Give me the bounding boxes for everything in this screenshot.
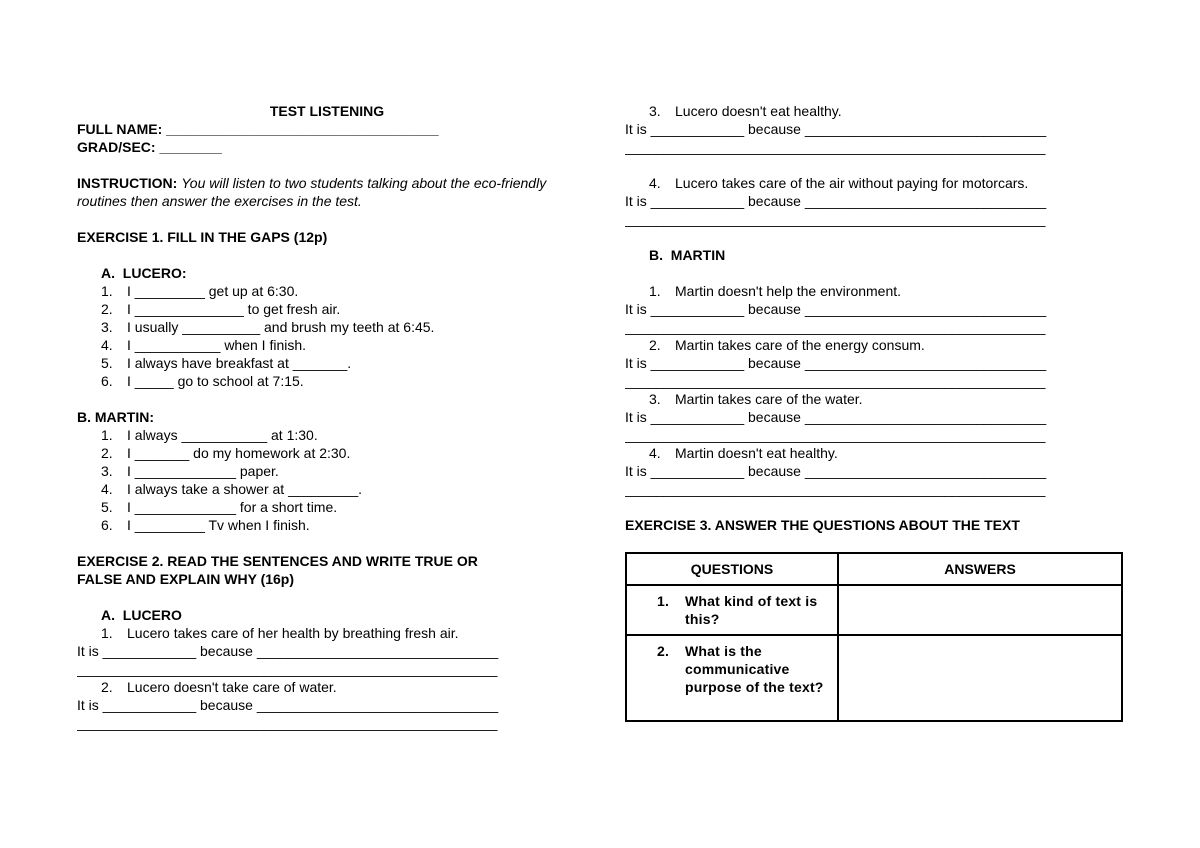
ex2-b-item: 2. Martin takes care of the energy consum. xyxy=(649,337,925,353)
ex2-a-item: 3. Lucero doesn't eat healthy. xyxy=(649,103,842,119)
ex2-it-is-line: It is ____________ because _______________________________ xyxy=(77,697,499,713)
ex1-b-item: 6. I _________ Tv when I finish. xyxy=(101,517,310,533)
instruction-text: You will listen to two students talking about the eco-friendly routines then answer the exercises in the test. xyxy=(77,175,547,209)
ex1-a-item: 4. I ___________ when I finish. xyxy=(101,337,307,353)
grad-sec-field: GRAD/SEC: ________ xyxy=(77,139,222,155)
ex2-answer-rule: ______________________________________________________ xyxy=(77,661,498,677)
question-text: What kind of text is this? xyxy=(685,593,818,627)
ex2-it-is-line: It is ____________ because _______________________________ xyxy=(625,409,1047,425)
ex1-b-item: 5. I _____________ for a short time. xyxy=(101,499,338,515)
exercise-1-title: EXERCISE 1. FILL IN THE GAPS (12p) xyxy=(77,229,328,245)
ex2-answer-rule: ______________________________________________________ xyxy=(625,373,1046,389)
ex1-a-item: 5. I always have breakfast at _______. xyxy=(101,355,352,371)
ex1-a-item: 6. I _____ go to school at 7:15. xyxy=(101,373,304,389)
ex2-a-item: 2. Lucero doesn't take care of water. xyxy=(101,679,337,695)
left-column xyxy=(77,102,577,732)
ex2-it-is-line: It is ____________ because _______________________________ xyxy=(625,121,1047,137)
ex1-b-item: 2. I _______ do my homework at 2:30. xyxy=(101,445,351,461)
ex1-b-item: 3. I _____________ paper. xyxy=(101,463,279,479)
ex2-answer-rule: ______________________________________________________ xyxy=(625,319,1046,335)
ex2-answer-rule: ______________________________________________________ xyxy=(625,427,1046,443)
ex2-answer-rule: ______________________________________________________ xyxy=(625,211,1046,227)
question-text: What is the communicative purpose of the text? xyxy=(685,643,824,695)
ex1-a-item: 1. I _________ get up at 6:30. xyxy=(101,283,299,299)
ex2-answer-rule: ______________________________________________________ xyxy=(625,481,1046,497)
ex2-it-is-line: It is ____________ because _______________________________ xyxy=(625,301,1047,317)
exercise-2-section-a-title: A. LUCERO xyxy=(101,607,182,623)
answer-cell[interactable] xyxy=(838,635,1122,721)
ex2-b-item: 4. Martin doesn't eat healthy. xyxy=(649,445,838,461)
ex2-a-item: 4. Lucero takes care of the air without paying for motorcars. xyxy=(649,175,1029,191)
page-title: TEST LISTENING xyxy=(269,103,385,119)
table-row xyxy=(626,635,1122,721)
ex1-b-item: 4. I always take a shower at _________. xyxy=(101,481,363,497)
ex2-it-is-line: It is ____________ because _______________________________ xyxy=(77,643,499,659)
question-cell: 2. What is the communicative purpose of the text? xyxy=(626,635,838,721)
ex2-it-is-line: It is ____________ because _______________________________ xyxy=(625,193,1047,209)
ex2-it-is-line: It is ____________ because _______________________________ xyxy=(625,463,1047,479)
ex1-b-item: 1. I always ___________ at 1:30. xyxy=(101,427,318,443)
right-column xyxy=(625,102,1125,722)
instruction-label: INSTRUCTION: xyxy=(77,175,178,191)
exercise-2-title-line1: EXERCISE 2. READ THE SENTENCES AND WRITE TRUE OR xyxy=(77,553,478,569)
full-name-field: FULL NAME: ___________________________________ xyxy=(77,121,439,137)
question-cell: 1. What kind of text is this? xyxy=(626,585,838,635)
exercise-1-section-a-list xyxy=(77,282,577,390)
questions-table xyxy=(625,552,1123,722)
instruction xyxy=(77,174,577,210)
exercise-1-section-b-list xyxy=(77,426,577,534)
ex2-b-item: 1. Martin doesn't help the environment. xyxy=(649,283,902,299)
ex2-answer-rule: ______________________________________________________ xyxy=(625,139,1046,155)
table-header-row xyxy=(626,553,1122,585)
answers-header: ANSWERS xyxy=(838,553,1122,585)
ex2-it-is-line: It is ____________ because _______________________________ xyxy=(625,355,1047,371)
table-row xyxy=(626,585,1122,635)
ex2-answer-rule: ______________________________________________________ xyxy=(77,715,498,731)
exercise-2-section-b-title: B. MARTIN xyxy=(649,247,726,263)
ex2-b-item: 3. Martin takes care of the water. xyxy=(649,391,863,407)
exercise-3-title: EXERCISE 3. ANSWER THE QUESTIONS ABOUT THE TEXT xyxy=(625,517,1020,533)
exercise-1-section-a-title: A. LUCERO: xyxy=(101,265,187,281)
answer-cell[interactable] xyxy=(838,585,1122,635)
ex1-a-item: 3. I usually __________ and brush my teeth at 6:45. xyxy=(101,319,435,335)
exercise-1-section-b-title: B. MARTIN: xyxy=(77,409,154,425)
questions-header: QUESTIONS xyxy=(626,553,838,585)
ex1-a-item: 2. I ______________ to get fresh air. xyxy=(101,301,341,317)
ex2-a-item: 1. Lucero takes care of her health by breathing fresh air. xyxy=(101,625,459,641)
exercise-2-title-line2: FALSE AND EXPLAIN WHY (16p) xyxy=(77,571,295,587)
